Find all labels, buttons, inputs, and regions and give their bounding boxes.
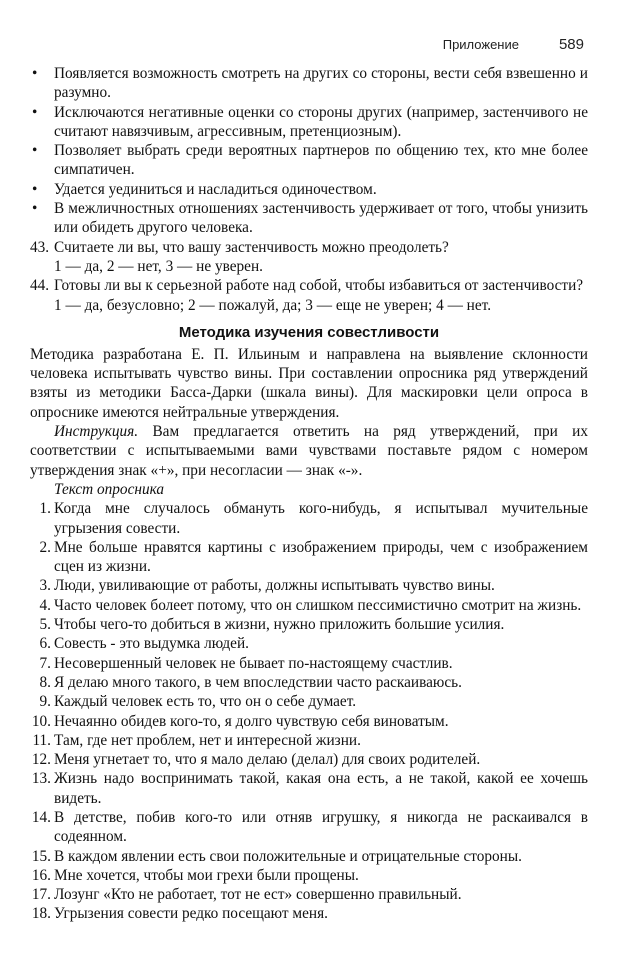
item-text: В детстве, побив кого-то или отняв игрушку, я никогда не раскаивался в содеянном.	[54, 808, 588, 846]
item-text: Когда мне случалось обмануть кого-нибудь, я испытывал мучительные угрызения совести.	[54, 500, 588, 537]
item-number: 18.	[31, 905, 51, 923]
bullet-mark: •	[32, 65, 38, 82]
bullet-mark: •	[32, 180, 38, 198]
questionnaire-item	[30, 654, 588, 673]
questionnaire-item	[30, 904, 588, 923]
bullet-text: Удается уединиться и насладиться одиночеством.	[54, 180, 377, 198]
bullet-item	[30, 64, 588, 103]
running-head	[443, 36, 584, 53]
bullet-text: В межличностных отношениях застенчивость удерживает от того, чтобы унизить или обидеть другого человека.	[54, 200, 588, 237]
questionnaire-item	[30, 576, 588, 595]
item-number: 6.	[39, 635, 51, 653]
item-text: Угрызения совести редко посещают меня.	[54, 905, 328, 923]
bullet-mark: •	[32, 200, 38, 218]
item-number: 13.	[31, 770, 51, 788]
questionnaire-item	[30, 692, 588, 711]
question-options: 1 — да, безусловно; 2 — пожалуй, да; 3 — еще не уверен; 4 — нет.	[54, 296, 492, 314]
item-number: 4.	[39, 596, 51, 614]
question-43	[30, 238, 588, 277]
item-text: Меня угнетает то, что я мало делаю (делал) для своих родителей.	[54, 751, 481, 769]
item-number: 15.	[31, 847, 51, 865]
questionnaire-item	[30, 847, 588, 866]
questionnaire-item	[30, 499, 588, 538]
item-text: Совесть - это выдумка людей.	[54, 635, 249, 653]
questionnaire-item	[30, 731, 588, 750]
questionnaire-item	[30, 538, 588, 577]
item-number: 16.	[31, 866, 51, 884]
item-number: 2.	[39, 538, 51, 556]
question-44	[30, 276, 588, 315]
questionnaire-item	[30, 596, 588, 615]
item-text: Мне хочется, чтобы мои грехи были прощены.	[54, 866, 359, 884]
item-number: 1.	[39, 500, 51, 518]
questionnaire-item	[30, 615, 588, 634]
bullet-item	[30, 180, 588, 199]
questionnaire-item	[30, 769, 588, 808]
item-text: Часто человек болеет потому, что он слишком пессимистично смотрит на жизнь.	[54, 596, 582, 614]
item-number: 9.	[39, 693, 51, 711]
bullet-item	[30, 199, 588, 238]
item-text: Нечаянно обидев кого-то, я долго чувствую себя виноватым.	[54, 712, 449, 730]
questionnaire-item	[30, 673, 588, 692]
question-options: 1 — да, 2 — нет, 3 — не уверен.	[54, 257, 263, 275]
item-text: Там, где нет проблем, нет и интересной жизни.	[54, 731, 361, 749]
instruction-paragraph	[30, 422, 588, 480]
item-text: Несовершенный человек не бывает по-настоящему счастлив.	[54, 654, 453, 672]
item-number: 10.	[31, 712, 51, 730]
item-number: 7.	[39, 654, 51, 672]
instruction-label: Инструкция.	[54, 423, 139, 441]
bullet-item	[30, 103, 588, 142]
page-content	[30, 64, 588, 924]
item-number: 5.	[39, 616, 51, 634]
questionnaire-item	[30, 808, 588, 847]
item-number: 11.	[32, 731, 51, 749]
item-number: 14.	[31, 808, 51, 826]
bullet-mark: •	[32, 103, 38, 121]
item-text: Лозунг «Кто не работает, тот не ест» совершенно правильный.	[54, 886, 462, 904]
item-text: Мне больше нравятся картины с изображением природы, чем с изображением сцен из жизни.	[54, 538, 588, 576]
item-text: Люди, увиливающие от работы, должны испытывать чувство вины.	[54, 577, 495, 595]
questionnaire-item	[30, 712, 588, 731]
questionnaire-item	[30, 750, 588, 769]
item-text: Каждый человек есть то, что он о себе думает.	[54, 693, 357, 711]
question-number: 43.	[30, 238, 50, 256]
bullet-text: Исключаются негативные оценки со стороны других (например, застенчивого не считают навязчивым, агрессивным, претенциозным).	[54, 103, 588, 140]
item-number: 3.	[39, 577, 51, 595]
questionnaire-item	[30, 885, 588, 904]
question-number: 44.	[30, 277, 50, 295]
question-text: Считаете ли вы, что вашу застенчивость можно преодолеть?	[54, 238, 449, 256]
intro-paragraph: Методика разработана Е. П. Ильиным и направлена на выявление склонности человека испытывать чувство вины. При составлении опросника ряд утверждений взяты из методики Басса-Дарки (шкала вины). Для маскировки цели опроса в опроснике имеются нейтральные утверждения.	[30, 345, 588, 421]
item-text: В каждом явлении есть свои положительные и отрицательные стороны.	[54, 847, 522, 865]
bullet-text: Появляется возможность смотреть на других со стороны, вести себя взвешенно и разумно.	[54, 65, 588, 102]
questionnaire-list	[30, 499, 588, 924]
bullet-mark: •	[32, 142, 38, 160]
page-number: 589	[558, 36, 584, 53]
bullet-text: Позволяет выбрать среди вероятных партнеров по общению тех, кто мне более симпатичен.	[54, 142, 588, 179]
question-text: Готовы ли вы к серьезной работе над собой, чтобы избавиться от застенчивости?	[54, 277, 584, 295]
questionnaire-title: Текст опросника	[54, 480, 165, 498]
item-text: Жизнь надо воспринимать такой, какая она есть, а не такой, какой ее хочешь видеть.	[54, 770, 588, 807]
running-head-title: Приложение	[442, 37, 519, 52]
bullet-item	[30, 141, 588, 180]
questionnaire-item	[30, 634, 588, 653]
item-number: 12.	[31, 751, 51, 769]
questionnaire-item	[30, 866, 588, 885]
item-text: Я делаю много такого, в чем впоследствии часто раскаиваюсь.	[54, 673, 462, 691]
item-text: Чтобы чего-то добиться в жизни, нужно приложить большие усилия.	[54, 616, 505, 634]
section-title: Методика изучения совестливости	[178, 323, 440, 341]
item-number: 17.	[31, 886, 51, 904]
instruction-text: Вам предлагается ответить на ряд утверждений, при их соответствии с испытываемыми вами чувствами поставьте рядом с номером утверждения знак «+», при несогласии — знак «-».	[30, 423, 588, 479]
item-number: 8.	[39, 673, 51, 691]
